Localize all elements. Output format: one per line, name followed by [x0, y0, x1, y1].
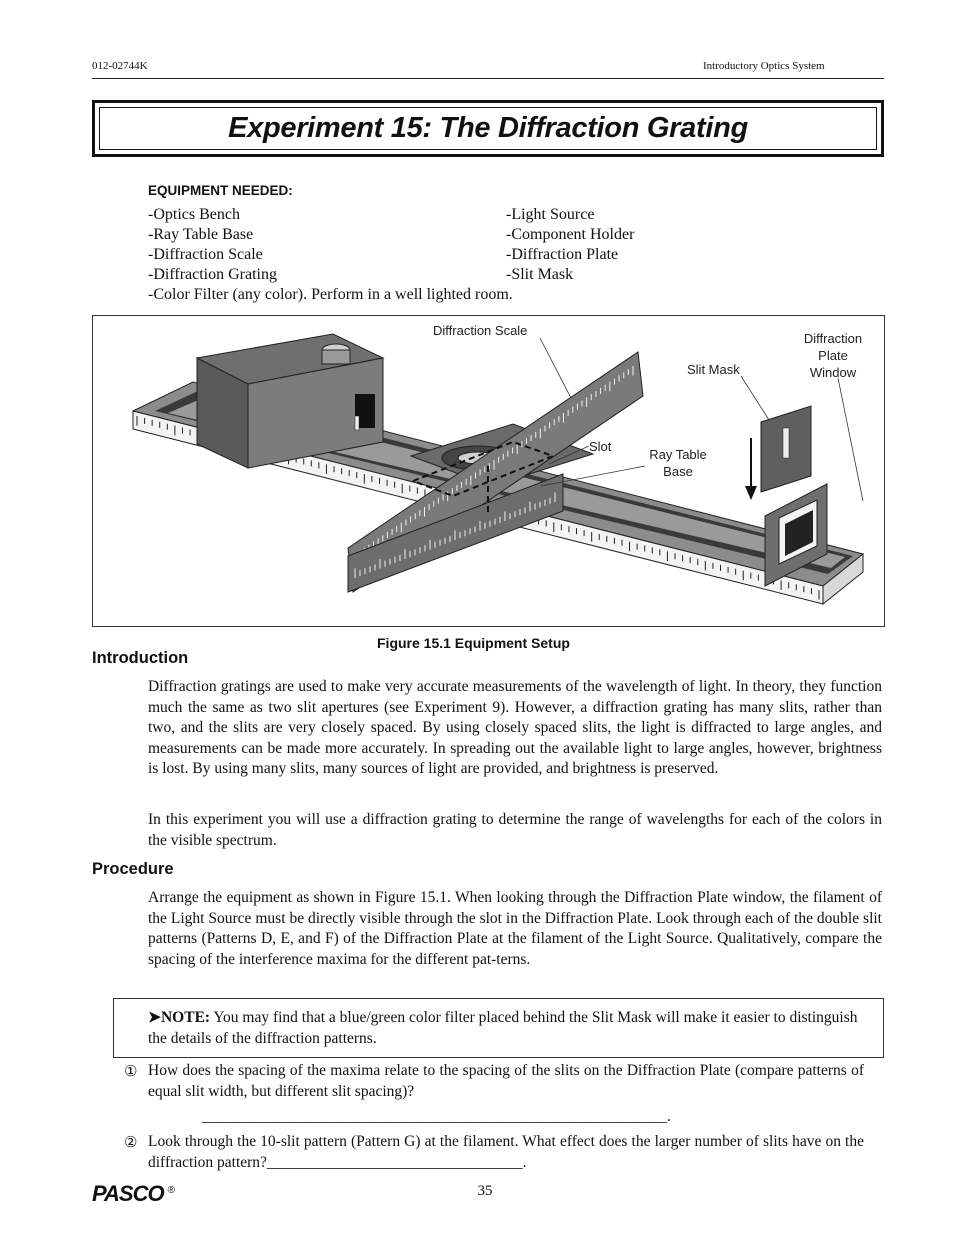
equipment-setup-illustration: [93, 316, 884, 626]
answer-blank: ____________________________________________________________.: [202, 1108, 671, 1125]
answer-blank: _________________________________.: [266, 1153, 527, 1171]
equipment-item: -Slit Mask: [506, 266, 574, 283]
title-box: [92, 100, 884, 157]
equipment-item: -Diffraction Plate: [506, 246, 619, 263]
note-text: You may find that a blue/green color filter placed behind the Slit Mask will make it easier to distinguish the details of the diffraction patterns.: [148, 1009, 858, 1047]
question-2: Look through the 10-slit pattern (Pattern G) at the filament. What effect does the larger number of slits have on the diffraction pattern?_________________________________.: [148, 1133, 864, 1171]
equipment-heading: EQUIPMENT NEEDED:: [148, 183, 293, 198]
equipment-item: -Optics Bench: [148, 206, 240, 223]
slot-label: Slot: [589, 439, 612, 454]
equipment-item: -Diffraction Scale: [148, 246, 263, 263]
ray-table-base-label: Ray Table Base: [649, 447, 707, 479]
equipment-item: -Diffraction Grating: [148, 266, 277, 283]
doc-number: 012-02744K: [92, 60, 148, 72]
introduction-paragraph: In this experiment you will use a diffraction grating to determine the range of wavelengths for each of the colors in the visible spectrum.: [148, 811, 882, 849]
question-number: ①: [124, 1064, 138, 1080]
equipment-right-list: [506, 205, 634, 285]
doc-title: Introductory Optics System: [703, 60, 825, 72]
question-1: How does the spacing of the maxima relate to the spacing of the slits on the Diffraction Plate (compare patterns of equal slit width, but different slit spacing)?: [148, 1062, 864, 1100]
header-rule: [92, 78, 884, 79]
page-number: 35: [477, 1183, 493, 1199]
note-label: ➤NOTE:: [148, 1009, 211, 1026]
diffraction-plate-window-label: Diffraction Plate Window: [803, 331, 863, 380]
note-box: [113, 998, 884, 1058]
equipment-item: -Color Filter (any color). Perform in a well lighted room.: [148, 286, 513, 303]
procedure-heading: Procedure: [92, 860, 174, 878]
procedure-paragraph: Arrange the equipment as shown in Figure 15.1. When looking through the Diffraction Plate window, the filament of the Light Source must be directly visible through the slot in the Diffraction Plate. Look through each of the double slit patterns (Patterns D, E, and F) of the Diffraction Plate at the filament of the Light Source. Qualitatively, compare the spacing of the interference maxima for the different pat-terns.: [148, 889, 882, 968]
introduction-paragraph: Diffraction gratings are used to make very accurate measurements of the wavelength of light. In theory, they function much the same as two slit apertures (see Experiment 9). However, a diffraction grating has many slits, rather than two, and the slits are very closely spaced. By using closely spaced slits, the light is diffracted to large angles, and measurements can be made more accurately. In spreading out the available light to large angles, however, brightness is lost. By using many slits, many sources of light are provided, and brightness is preserved.: [148, 678, 882, 777]
equipment-setup-figure: [92, 315, 885, 627]
figure-caption: Figure 15.1 Equipment Setup: [377, 635, 570, 651]
diffraction-scale-label: Diffraction Scale: [433, 323, 528, 338]
equipment-item: -Light Source: [506, 206, 595, 223]
pasco-logo: PASCO ®: [92, 1181, 174, 1206]
question-number: ②: [124, 1135, 138, 1151]
page-title: Experiment 15: The Diffraction Grating: [228, 112, 748, 144]
slit-mask-label: Slit Mask: [687, 362, 740, 377]
equipment-item: -Ray Table Base: [148, 226, 254, 243]
introduction-heading: Introduction: [92, 649, 189, 667]
equipment-item: -Component Holder: [506, 226, 635, 243]
equipment-left-list: [148, 205, 513, 305]
